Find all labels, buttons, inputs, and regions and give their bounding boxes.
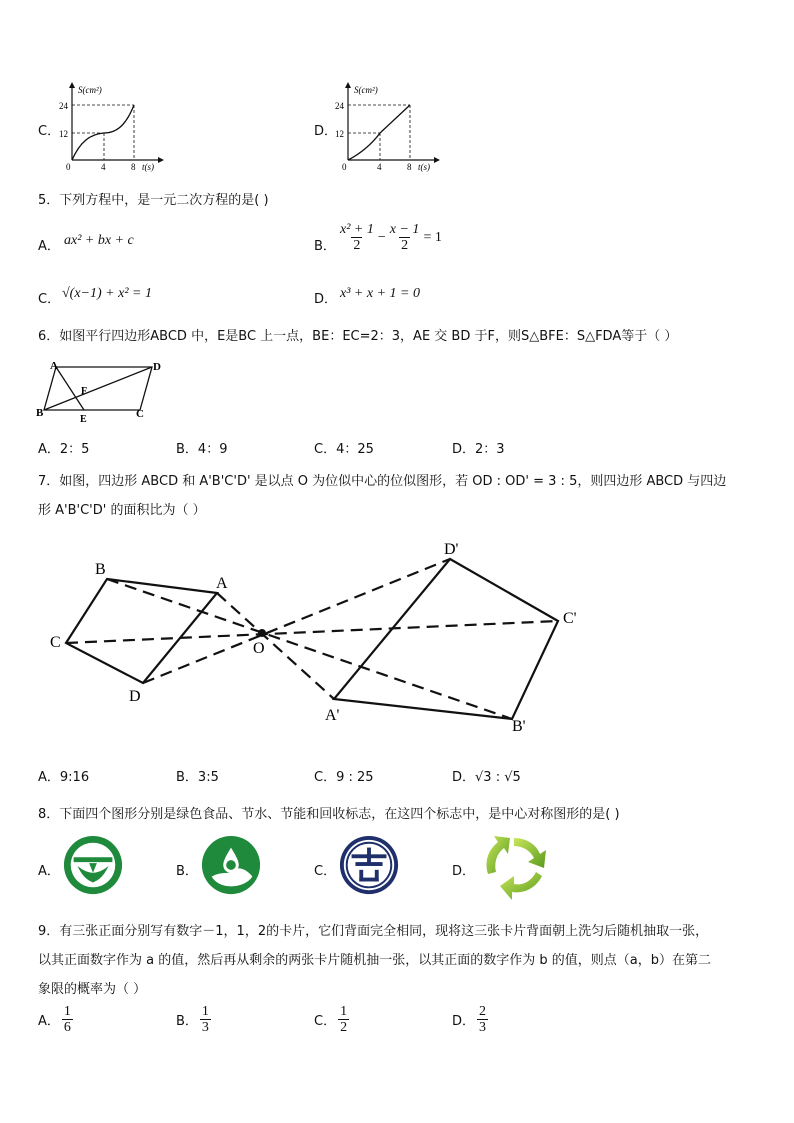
q4-option-d-label[interactable]: D． bbox=[314, 124, 338, 139]
q7-label-o: O bbox=[253, 640, 265, 657]
q9-b-den: 3 bbox=[201, 1020, 209, 1036]
q7-label-b: B bbox=[95, 561, 106, 578]
q6-label-e: E bbox=[80, 414, 87, 425]
q7-option-c[interactable]: C．9 : 25 bbox=[314, 770, 374, 785]
q5-option-a-label[interactable]: A． bbox=[38, 239, 60, 254]
q9-stem-line1: 9．有三张正面分别写有数字－1，1，2的卡片，它们背面完全相同，现将这三张卡片背面朝上洗匀后随机抽取一张， bbox=[38, 924, 709, 939]
q7-stem-line2: 形 A'B'C'D' 的面积比为（ ） bbox=[38, 503, 206, 518]
q4c-s-label: S(cm²) bbox=[78, 85, 102, 95]
q8-option-d-label[interactable]: D． bbox=[452, 864, 476, 879]
q7-option-a[interactable]: A．9:16 bbox=[38, 770, 90, 785]
q6-option-d[interactable]: D．2：3 bbox=[452, 442, 505, 457]
q6-option-c[interactable]: C．4：25 bbox=[314, 442, 374, 457]
q6-label-f: F bbox=[81, 386, 88, 397]
q6-option-b[interactable]: B．4：9 bbox=[176, 442, 228, 457]
q5-option-b-label[interactable]: B． bbox=[314, 239, 336, 254]
q5-option-c-expr: √(x−1) + x² = 1 bbox=[62, 286, 152, 301]
q7-label-a-prime: A' bbox=[325, 707, 340, 724]
q6-label-d: D bbox=[153, 361, 161, 373]
q7-label-d: D bbox=[129, 688, 141, 705]
q7-label-b-prime: B' bbox=[512, 718, 526, 735]
water-saving-logo-icon bbox=[200, 834, 262, 896]
q6-option-a[interactable]: A．2：5 bbox=[38, 442, 90, 457]
q7-option-b[interactable]: B．3:5 bbox=[176, 770, 219, 785]
green-food-logo-icon bbox=[62, 834, 124, 896]
q5-option-c-label[interactable]: C． bbox=[38, 292, 61, 307]
q9-d-num: 2 bbox=[479, 1004, 487, 1019]
q9-c-den: 2 bbox=[340, 1020, 348, 1036]
q9-option-c-label: C． bbox=[314, 1014, 337, 1030]
q9-option-b[interactable] bbox=[176, 1004, 213, 1036]
q7-label-a: A bbox=[216, 575, 228, 592]
q4d-s-label: S(cm²) bbox=[354, 85, 378, 95]
q7-label-d-prime: D' bbox=[444, 541, 459, 558]
q9-option-b-label: B． bbox=[176, 1014, 198, 1030]
q4d-tick-8: 8 bbox=[407, 162, 412, 172]
q5-b-num1: x² + 1 bbox=[340, 222, 374, 237]
q5-b-minus: − bbox=[377, 229, 386, 245]
q4d-tick-24: 24 bbox=[335, 101, 344, 111]
q4-option-c-label[interactable]: C． bbox=[38, 124, 61, 139]
q4c-tick-0: 0 bbox=[66, 162, 71, 172]
q5-b-num2: x − 1 bbox=[389, 222, 420, 237]
q9-d-den: 3 bbox=[479, 1020, 487, 1036]
q4d-tick-4: 4 bbox=[377, 162, 382, 172]
q7-label-c: C bbox=[50, 634, 61, 651]
q7-option-d[interactable]: D．√3 : √5 bbox=[452, 770, 521, 785]
q8-option-a-label[interactable]: A． bbox=[38, 864, 60, 879]
q5-option-b-expr bbox=[336, 222, 442, 254]
q9-a-num: 1 bbox=[63, 1004, 71, 1019]
q9-c-num: 1 bbox=[340, 1004, 348, 1019]
q7-homothety-figure bbox=[40, 535, 600, 735]
q9-option-d-label: D． bbox=[452, 1014, 476, 1030]
q8-option-c-label[interactable]: C． bbox=[314, 864, 337, 879]
q4c-tick-12: 12 bbox=[59, 129, 68, 139]
q4d-t-label: t(s) bbox=[418, 162, 430, 172]
q9-b-num: 1 bbox=[201, 1004, 209, 1019]
q4d-tick-0: 0 bbox=[342, 162, 347, 172]
q6-parallelogram-figure bbox=[36, 355, 166, 425]
q9-a-den: 6 bbox=[63, 1020, 71, 1036]
q4c-tick-4: 4 bbox=[101, 162, 106, 172]
q5-option-d-expr: x³ + x + 1 = 0 bbox=[340, 286, 420, 301]
q5-b-den2: 2 bbox=[401, 238, 409, 254]
q9-option-a-label: A． bbox=[38, 1014, 60, 1030]
q6-stem: 6．如图平行四边形ABCD 中，E是BC 上一点，BE：EC=2：3，AE 交 BD 于F，则S△BFE：S△FDA等于（ ） bbox=[38, 329, 678, 344]
q7-stem-line1: 7．如图，四边形 ABCD 和 A'B'C'D' 是以点 O 为位似中心的位似图形，若 OD : OD' = 3 : 5，则四边形 ABCD 与四边 bbox=[38, 474, 727, 489]
q5-b-tail: = 1 bbox=[423, 229, 442, 245]
q5-stem: 5．下列方程中，是一元二次方程的是( ) bbox=[38, 193, 269, 208]
q7-label-c-prime: C' bbox=[563, 610, 577, 627]
q4c-tick-24: 24 bbox=[59, 101, 68, 111]
recycling-logo-icon bbox=[476, 830, 552, 902]
q6-label-a: A bbox=[50, 360, 58, 372]
q9-stem-line2: 以其正面数字作为 a 的值，然后再从剩余的两张卡片随机抽一张，以其正面的数字作为 b 的值，则点（a，b）在第二 bbox=[38, 953, 711, 968]
q4d-tick-12: 12 bbox=[335, 129, 344, 139]
q5-option-a-expr: ax² + bx + c bbox=[64, 233, 134, 248]
q6-label-b: B bbox=[36, 407, 44, 419]
q5-b-den1: 2 bbox=[353, 238, 361, 254]
q9-option-d[interactable] bbox=[452, 1004, 490, 1036]
q4c-tick-8: 8 bbox=[131, 162, 136, 172]
q9-option-c[interactable] bbox=[314, 1004, 351, 1036]
q4c-t-label: t(s) bbox=[142, 162, 154, 172]
q8-stem: 8．下面四个图形分别是绿色食品、节水、节能和回收标志，在这四个标志中，是中心对称图形的是( ) bbox=[38, 807, 620, 822]
q6-label-c: C bbox=[136, 408, 144, 420]
q9-option-a[interactable] bbox=[38, 1004, 75, 1036]
q9-stem-line3: 象限的概率为（ ） bbox=[38, 982, 147, 997]
q4-graph-d bbox=[334, 80, 444, 172]
energy-saving-logo-icon bbox=[338, 834, 400, 896]
q8-option-b-label[interactable]: B． bbox=[176, 864, 198, 879]
q4-graph-c bbox=[58, 80, 168, 172]
q5-option-d-label[interactable]: D． bbox=[314, 292, 338, 307]
